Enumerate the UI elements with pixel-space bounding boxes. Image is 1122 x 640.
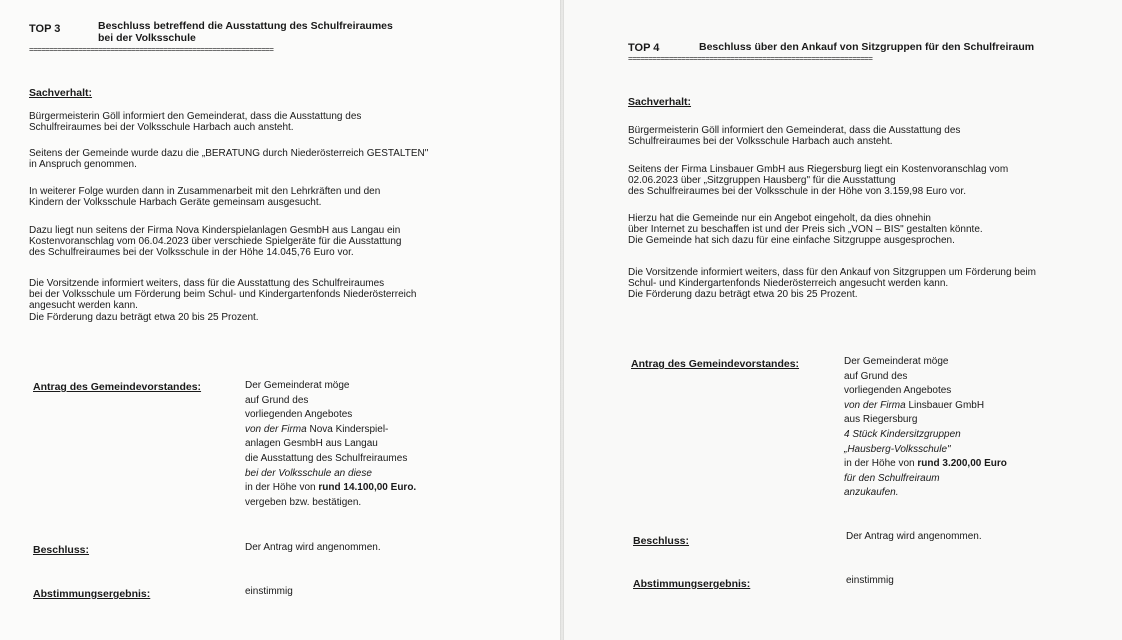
antrag-line: bei der Volksschule an diese — [245, 467, 372, 479]
antrag-line: anlagen GesmbH aus Langau — [245, 438, 378, 450]
antrag-line: anzukaufen. — [844, 487, 899, 499]
antrag-line — [844, 457, 1007, 472]
abstimmung-text: einstimmig — [846, 575, 894, 586]
abstimmung-heading: Abstimmungsergebnis: — [33, 588, 151, 600]
right-page — [564, 0, 1122, 640]
antrag-heading: Antrag des Gemeindevorstandes: — [631, 358, 800, 370]
title-rule: ============================================================ — [29, 46, 274, 54]
antrag-amount: rund 14.100,00 Euro. — [318, 482, 417, 494]
antrag-amount-label: in der Höhe von — [844, 458, 918, 470]
top-number: TOP 4 — [628, 42, 660, 54]
antrag-line: aus Riegersburg — [844, 414, 918, 426]
antrag-line — [245, 423, 416, 438]
left-page — [0, 0, 560, 640]
antrag-amount: rund 3.200,00 Euro — [917, 458, 1007, 470]
antrag-line: vergeben bzw. bestätigen. — [245, 496, 362, 508]
antrag-company: Nova Kinderspiel- — [306, 423, 389, 435]
paragraph: Die Vorsitzende informiert weiters, dass für die Ausstattung des Schulfreiraumes bei der Volksschule um Förderung beim Schul- und Kindergartenfonds Niederösterreich angesucht werden kann. Die Förderung dazu beträgt etwa 20 bis 25 Prozent. — [29, 278, 417, 323]
antrag-italic: von der Firma — [844, 399, 906, 411]
paragraph: Bürgermeisterin Göll informiert den Gemeinderat, dass die Ausstattung des Schulfreiraumes bei der Volksschule Harbach auch ansteht. — [628, 125, 961, 148]
antrag-line: „Hausberg-Volksschule" — [844, 443, 951, 455]
antrag-text — [245, 379, 416, 510]
antrag-line: Der Gemeinderat möge — [844, 356, 949, 367]
agenda-title-line-2: bei der Volksschule — [98, 32, 196, 44]
agenda-title — [98, 20, 393, 44]
antrag-line: die Ausstattung des Schulfreiraumes — [245, 452, 408, 464]
antrag-line — [245, 481, 416, 496]
antrag-italic: von der Firma — [245, 423, 307, 435]
antrag-heading: Antrag des Gemeindevorstandes: — [33, 381, 202, 393]
title-rule: ============================================================ — [628, 55, 873, 63]
abstimmung-heading: Abstimmungsergebnis: — [633, 578, 751, 590]
antrag-amount-label: in der Höhe von — [245, 482, 319, 494]
antrag-line: vorliegenden Angebotes — [844, 385, 952, 397]
paragraph: Die Vorsitzende informiert weiters, dass für den Ankauf von Sitzgruppen um Förderung beim Schul- und Kindergartenfonds Niederösterreich angesucht werden kann. Die Förderung dazu beträgt etwa 20 bis 25 Prozent. — [628, 267, 1036, 301]
antrag-line: vorliegenden Angebotes — [245, 409, 353, 421]
antrag-line: auf Grund des — [245, 394, 309, 406]
agenda-title: Beschluss über den Ankauf von Sitzgruppen für den Schulfreiraum — [699, 41, 1035, 53]
antrag-line: Der Gemeinderat möge — [245, 380, 350, 391]
paragraph: Seitens der Gemeinde wurde dazu die „BERATUNG durch Niederösterreich GESTALTEN" in Anspruch genommen. — [29, 148, 429, 171]
paragraph: Dazu liegt nun seitens der Firma Nova Kinderspielanlagen GesmbH aus Langau ein Kostenvoranschlag vom 06.04.2023 über verschiede Spielgeräte für die Ausstattung des Schulfreiraumes bei der Volksschule in der Höhe 14.045,76 Euro vor. — [29, 225, 402, 259]
sachverhalt-heading: Sachverhalt: — [29, 87, 93, 99]
sachverhalt-heading: Sachverhalt: — [628, 96, 692, 108]
abstimmung-text: einstimmig — [245, 586, 293, 597]
antrag-line: auf Grund des — [844, 370, 908, 382]
top-number: TOP 3 — [29, 23, 61, 35]
antrag-line: für den Schulfreiraum — [844, 472, 940, 484]
beschluss-text: Der Antrag wird angenommen. — [846, 531, 982, 542]
paragraph: Seitens der Firma Linsbauer GmbH aus Riegersburg liegt ein Kostenvoranschlag vom 02.06.2023 über „Sitzgruppen Hausberg" für die Ausstattung des Schulfreiraumes bei der Volksschule in der Höhe von 3.159,98 Euro vor. — [628, 164, 1009, 198]
antrag-company: Linsbauer GmbH — [905, 399, 985, 411]
beschluss-heading: Beschluss: — [633, 535, 690, 547]
paragraph: Hierzu hat die Gemeinde nur ein Angebot eingeholt, da dies ohnehin über Internet zu beschaffen ist und der Preis sich „VON – BIS" gestalten könnte. Die Gemeinde hat sich dazu für eine einfache Sitzgruppe ausgesprochen. — [628, 213, 983, 247]
agenda-title-line-1: Beschluss betreffend die Ausstattung des Schulfreiraumes — [98, 20, 393, 32]
beschluss-text: Der Antrag wird angenommen. — [245, 542, 381, 553]
antrag-text — [844, 355, 1007, 501]
antrag-line — [844, 399, 1007, 414]
paragraph: In weiterer Folge wurden dann in Zusammenarbeit mit den Lehrkräften und den Kindern der Volksschule Harbach Geräte gemeinsam ausgesucht. — [29, 186, 381, 209]
antrag-line: 4 Stück Kindersitzgruppen — [844, 428, 961, 440]
beschluss-heading: Beschluss: — [33, 544, 90, 556]
paragraph: Bürgermeisterin Göll informiert den Gemeinderat, dass die Ausstattung des Schulfreiraumes bei der Volksschule Harbach auch ansteht. — [29, 111, 362, 134]
